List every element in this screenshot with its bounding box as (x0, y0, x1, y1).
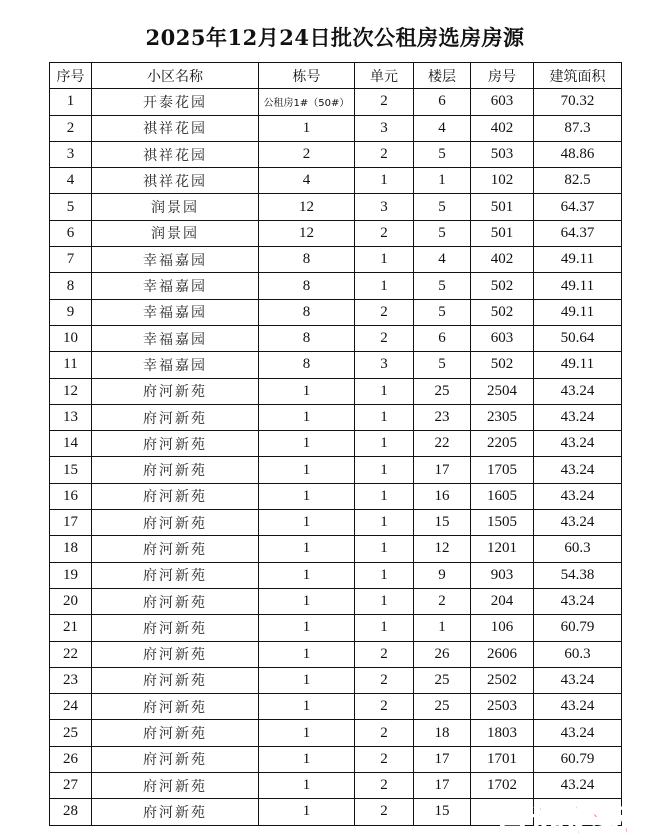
cell-unit: 1 (355, 247, 414, 273)
cell-seq: 9 (50, 299, 92, 325)
header-building: 栋号 (259, 63, 355, 89)
cell-floor: 6 (414, 325, 471, 351)
cell-seq: 25 (50, 720, 92, 746)
cell-floor: 2 (414, 588, 471, 614)
cell-seq: 18 (50, 536, 92, 562)
cell-community: 府河新苑 (92, 378, 259, 404)
cell-room: 102 (471, 168, 534, 194)
cell-building: 8 (259, 273, 355, 299)
cell-community: 府河新苑 (92, 773, 259, 799)
cell-seq: 13 (50, 404, 92, 430)
cell-unit: 2 (355, 667, 414, 693)
cell-building: 公租房1#（50#） (259, 89, 355, 115)
cell-building: 1 (259, 483, 355, 509)
cell-community: 府河新苑 (92, 641, 259, 667)
cell-unit: 2 (355, 694, 414, 720)
cell-building: 1 (259, 115, 355, 141)
header-room: 房号 (471, 63, 534, 89)
table-row (50, 378, 622, 404)
cell-area: 43.24 (534, 483, 622, 509)
table-header-row (50, 63, 622, 89)
cell-seq: 10 (50, 325, 92, 351)
cell-community: 幸福嘉园 (92, 352, 259, 378)
cell-area: 43.24 (534, 378, 622, 404)
cell-community: 府河新苑 (92, 404, 259, 430)
table-row (50, 404, 622, 430)
cell-unit: 1 (355, 615, 414, 641)
cell-seq: 17 (50, 510, 92, 536)
cell-unit: 2 (355, 641, 414, 667)
header-unit: 单元 (355, 63, 414, 89)
table-row (50, 694, 622, 720)
cell-community: 幸福嘉园 (92, 273, 259, 299)
cell-seq: 14 (50, 431, 92, 457)
cell-seq: 21 (50, 615, 92, 641)
housing-table (49, 62, 622, 826)
cell-building: 1 (259, 667, 355, 693)
header-floor: 楼层 (414, 63, 471, 89)
table-row (50, 536, 622, 562)
document-title: 2025年12月24日批次公租房选房房源 (145, 25, 525, 50)
cell-room: 603 (471, 89, 534, 115)
cell-community: 府河新苑 (92, 536, 259, 562)
cell-building: 8 (259, 299, 355, 325)
cell-seq: 3 (50, 141, 92, 167)
cell-area: 43.24 (534, 588, 622, 614)
cell-unit: 2 (355, 299, 414, 325)
cell-unit: 1 (355, 273, 414, 299)
cell-building: 1 (259, 404, 355, 430)
table-row (50, 115, 622, 141)
cell-community: 府河新苑 (92, 720, 259, 746)
cell-room: 903 (471, 562, 534, 588)
cell-area: 43.24 (534, 510, 622, 536)
cell-unit: 1 (355, 404, 414, 430)
cell-building: 8 (259, 325, 355, 351)
cell-seq: 26 (50, 746, 92, 772)
cell-area: 49.11 (534, 247, 622, 273)
cell-floor: 15 (414, 799, 471, 825)
cell-unit: 1 (355, 536, 414, 562)
cell-room: 1505 (471, 510, 534, 536)
table-row (50, 483, 622, 509)
cell-floor: 18 (414, 720, 471, 746)
cell-community: 祺祥花园 (92, 168, 259, 194)
cell-community: 祺祥花园 (92, 141, 259, 167)
cell-community: 府河新苑 (92, 431, 259, 457)
cell-floor: 9 (414, 562, 471, 588)
table-row (50, 615, 622, 641)
cell-floor: 16 (414, 483, 471, 509)
table-row (50, 773, 622, 799)
cell-floor: 17 (414, 746, 471, 772)
cell-seq: 24 (50, 694, 92, 720)
cell-room: 402 (471, 115, 534, 141)
table-row (50, 299, 622, 325)
cell-unit: 2 (355, 746, 414, 772)
cell-seq: 22 (50, 641, 92, 667)
cell-room: 2606 (471, 641, 534, 667)
cell-community: 开泰花园 (92, 89, 259, 115)
cell-community: 祺祥花园 (92, 115, 259, 141)
cell-area: 60.79 (534, 746, 622, 772)
cell-floor: 5 (414, 273, 471, 299)
cell-building: 1 (259, 457, 355, 483)
cell-room: 502 (471, 352, 534, 378)
cell-seq: 15 (50, 457, 92, 483)
cell-floor: 25 (414, 378, 471, 404)
table-row (50, 746, 622, 772)
cell-building: 12 (259, 220, 355, 246)
table-row (50, 457, 622, 483)
cell-room: 204 (471, 588, 534, 614)
cell-unit: 1 (355, 483, 414, 509)
cell-room: 1702 (471, 773, 534, 799)
cell-area: 87.3 (534, 115, 622, 141)
cell-floor: 5 (414, 220, 471, 246)
cell-area: 43.24 (534, 404, 622, 430)
cell-area: 43.24 (534, 667, 622, 693)
table-row (50, 431, 622, 457)
cell-area: 43.24 (534, 720, 622, 746)
cell-room: 2504 (471, 378, 534, 404)
cell-community: 幸福嘉园 (92, 325, 259, 351)
cell-floor: 22 (414, 431, 471, 457)
cell-building: 1 (259, 720, 355, 746)
cell-building: 1 (259, 510, 355, 536)
cell-floor: 17 (414, 457, 471, 483)
cell-seq: 16 (50, 483, 92, 509)
cell-room: 1803 (471, 720, 534, 746)
cell-unit: 2 (355, 720, 414, 746)
cell-floor: 25 (414, 667, 471, 693)
cell-room: 2305 (471, 404, 534, 430)
cell-floor: 17 (414, 773, 471, 799)
header-seq: 序号 (50, 63, 92, 89)
cell-room: 501 (471, 220, 534, 246)
cell-area: 43.24 (534, 694, 622, 720)
table-row (50, 352, 622, 378)
cell-area: 60.3 (534, 641, 622, 667)
cell-floor: 4 (414, 115, 471, 141)
cell-room: 2205 (471, 431, 534, 457)
cell-room: 603 (471, 325, 534, 351)
header-area: 建筑面积 (534, 63, 622, 89)
table-row (50, 667, 622, 693)
cell-unit: 1 (355, 431, 414, 457)
cell-unit: 1 (355, 510, 414, 536)
cell-unit: 3 (355, 115, 414, 141)
cell-floor: 26 (414, 641, 471, 667)
table-row (50, 220, 622, 246)
table-row (50, 89, 622, 115)
cell-floor: 5 (414, 352, 471, 378)
cell-seq: 7 (50, 247, 92, 273)
cell-area: 43.24 (534, 457, 622, 483)
cell-floor: 4 (414, 247, 471, 273)
cell-seq: 8 (50, 273, 92, 299)
cell-room: 502 (471, 273, 534, 299)
cell-community: 府河新苑 (92, 799, 259, 825)
cell-room: 502 (471, 299, 534, 325)
cell-area: 48.86 (534, 141, 622, 167)
cell-room: 501 (471, 194, 534, 220)
cell-room: 1701 (471, 746, 534, 772)
cell-building: 1 (259, 431, 355, 457)
cell-community: 润景园 (92, 194, 259, 220)
cell-room: 2503 (471, 694, 534, 720)
cell-unit: 1 (355, 378, 414, 404)
cell-community: 润景园 (92, 220, 259, 246)
table-row (50, 588, 622, 614)
cell-area: 60.79 (534, 615, 622, 641)
cell-floor: 1 (414, 168, 471, 194)
cell-building: 1 (259, 746, 355, 772)
cell-building: 8 (259, 247, 355, 273)
cell-community: 幸福嘉园 (92, 247, 259, 273)
cell-unit: 2 (355, 89, 414, 115)
cell-unit: 2 (355, 799, 414, 825)
cell-seq: 11 (50, 352, 92, 378)
cell-room: 1605 (471, 483, 534, 509)
cell-community: 府河新苑 (92, 457, 259, 483)
cell-area: 43.24 (534, 773, 622, 799)
cell-area: 49.11 (534, 299, 622, 325)
cell-seq: 2 (50, 115, 92, 141)
cell-floor: 5 (414, 141, 471, 167)
cell-seq: 28 (50, 799, 92, 825)
cell-area: 50.64 (534, 325, 622, 351)
cell-floor: 15 (414, 510, 471, 536)
cell-seq: 1 (50, 89, 92, 115)
cell-unit: 3 (355, 194, 414, 220)
table-row (50, 273, 622, 299)
cell-unit: 2 (355, 325, 414, 351)
cell-area: 64.37 (534, 220, 622, 246)
cell-building: 1 (259, 773, 355, 799)
cell-building: 1 (259, 562, 355, 588)
cell-unit: 2 (355, 141, 414, 167)
cell-building: 1 (259, 378, 355, 404)
cell-building: 12 (259, 194, 355, 220)
cell-building: 2 (259, 141, 355, 167)
table-row (50, 194, 622, 220)
cell-building: 1 (259, 799, 355, 825)
cell-seq: 19 (50, 562, 92, 588)
cell-area: 43.24 (534, 431, 622, 457)
cell-area: 60.3 (534, 536, 622, 562)
cell-room: 402 (471, 247, 534, 273)
cell-room: 1705 (471, 457, 534, 483)
cell-building: 1 (259, 615, 355, 641)
cell-seq: 23 (50, 667, 92, 693)
cell-unit: 2 (355, 773, 414, 799)
table-row (50, 141, 622, 167)
cell-area: 54.38 (534, 562, 622, 588)
cell-community: 幸福嘉园 (92, 299, 259, 325)
cell-seq: 27 (50, 773, 92, 799)
cell-community: 府河新苑 (92, 615, 259, 641)
cell-floor: 23 (414, 404, 471, 430)
cell-seq: 4 (50, 168, 92, 194)
cell-unit: 1 (355, 588, 414, 614)
cell-area: 70.32 (534, 89, 622, 115)
cell-seq: 6 (50, 220, 92, 246)
cell-seq: 12 (50, 378, 92, 404)
cell-unit: 1 (355, 168, 414, 194)
table-row (50, 641, 622, 667)
cell-unit: 2 (355, 220, 414, 246)
watermark-text: 声远论坛 (494, 801, 630, 840)
cell-community: 府河新苑 (92, 510, 259, 536)
table-row (50, 562, 622, 588)
cell-building: 1 (259, 588, 355, 614)
cell-building: 1 (259, 641, 355, 667)
cell-floor: 5 (414, 299, 471, 325)
cell-building: 4 (259, 168, 355, 194)
cell-community: 府河新苑 (92, 483, 259, 509)
cell-room: 503 (471, 141, 534, 167)
cell-room: 106 (471, 615, 534, 641)
cell-unit: 1 (355, 562, 414, 588)
cell-area: 82.5 (534, 168, 622, 194)
cell-community: 府河新苑 (92, 746, 259, 772)
cell-community: 府河新苑 (92, 694, 259, 720)
header-community: 小区名称 (92, 63, 259, 89)
cell-area: 64.37 (534, 194, 622, 220)
cell-building: 1 (259, 536, 355, 562)
cell-floor: 5 (414, 194, 471, 220)
cell-floor: 1 (414, 615, 471, 641)
cell-building: 8 (259, 352, 355, 378)
table-row (50, 510, 622, 536)
table-row (50, 247, 622, 273)
cell-building: 1 (259, 694, 355, 720)
cell-room: 2502 (471, 667, 534, 693)
cell-unit: 1 (355, 457, 414, 483)
cell-seq: 20 (50, 588, 92, 614)
table-row (50, 168, 622, 194)
cell-seq: 5 (50, 194, 92, 220)
watermark-logo (462, 796, 662, 840)
table-row (50, 720, 622, 746)
cell-community: 府河新苑 (92, 562, 259, 588)
cell-area: 49.11 (534, 273, 622, 299)
table-row (50, 325, 622, 351)
cell-community: 府河新苑 (92, 667, 259, 693)
cell-community: 府河新苑 (92, 588, 259, 614)
cell-floor: 6 (414, 89, 471, 115)
cell-room: 1201 (471, 536, 534, 562)
cell-unit: 3 (355, 352, 414, 378)
cell-floor: 25 (414, 694, 471, 720)
cell-floor: 12 (414, 536, 471, 562)
cell-area: 49.11 (534, 352, 622, 378)
